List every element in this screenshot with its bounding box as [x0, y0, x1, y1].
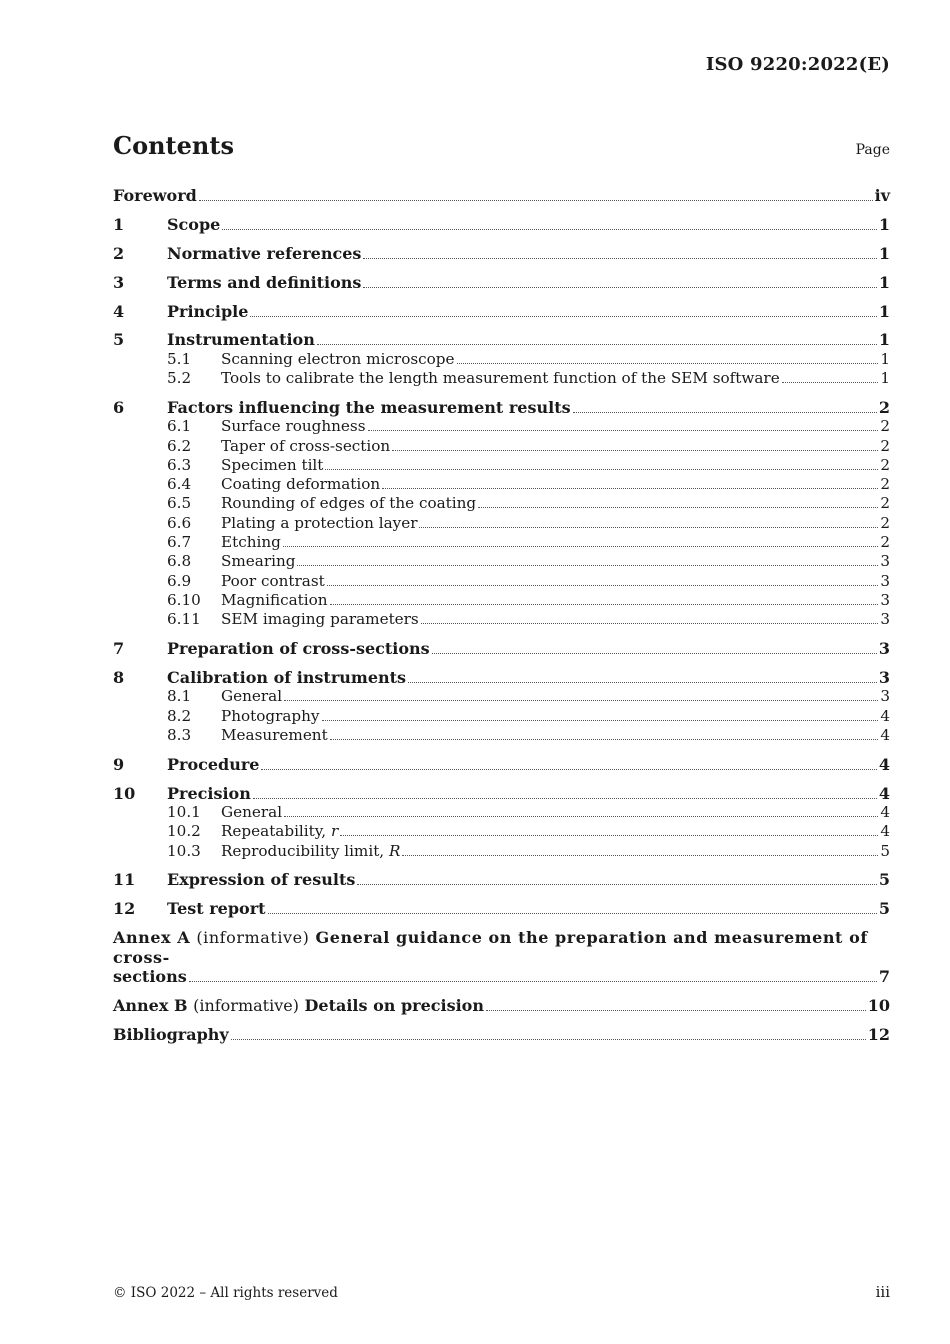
contents-heading: Contents — [113, 131, 234, 160]
entry-page-number: 1 — [878, 214, 890, 234]
toc-entry-subclause[interactable] — [113, 707, 890, 726]
toc-entry-clause[interactable] — [113, 302, 890, 321]
clause-number: 1 — [113, 214, 125, 234]
leader-dots — [317, 344, 877, 345]
annex-b-title-group — [113, 996, 484, 1015]
entry-title-group — [167, 755, 259, 774]
entry-title-group — [221, 417, 366, 436]
entry-page-number: 1 — [878, 272, 890, 292]
leader-dots — [357, 884, 877, 885]
leader-dots — [222, 229, 877, 230]
copyright-notice: © ISO 2022 – All rights reserved — [113, 1285, 338, 1301]
subclause-number: 6.10 — [167, 590, 201, 609]
leader-dots — [408, 682, 877, 683]
entry-title-group — [167, 784, 251, 803]
leader-dots — [284, 816, 878, 817]
toc-entry-subclause[interactable] — [113, 822, 890, 841]
entry-title: Taper of cross-section — [221, 436, 391, 455]
subclause-number: 6.8 — [167, 552, 192, 571]
leader-dots — [486, 1010, 866, 1011]
bibliography-page: 12 — [867, 1024, 890, 1044]
entry-title-group — [167, 215, 220, 234]
toc-entry-clause[interactable] — [113, 398, 890, 417]
toc-entry-subclause[interactable] — [113, 475, 890, 494]
subclause-number: 6.5 — [167, 494, 192, 513]
annex-a-title-line1: General guidance on the preparation and measurement of cross- — [113, 928, 868, 967]
toc-entry-subclause[interactable] — [113, 456, 890, 475]
entry-page-number: 5 — [878, 899, 890, 919]
clause-number: 4 — [113, 301, 125, 321]
entry-page-number: 4 — [880, 802, 890, 821]
leader-dots — [363, 287, 876, 288]
leader-dots — [392, 450, 878, 451]
leader-dots — [261, 769, 876, 770]
entry-title-group — [113, 186, 197, 205]
leader-dots — [199, 200, 873, 201]
toc-entry-annex-a[interactable] — [113, 928, 890, 986]
leader-dots — [419, 527, 878, 528]
entry-title-group — [221, 572, 325, 591]
entry-title-group — [221, 552, 295, 571]
leader-dots — [421, 623, 879, 624]
entry-page-number: 4 — [880, 706, 890, 725]
entry-page-number: 2 — [880, 475, 890, 494]
entry-title-group — [221, 726, 328, 745]
clause-number: 10 — [113, 783, 136, 803]
standard-identifier: ISO 9220:2022(E) — [705, 54, 890, 75]
entry-page-number: 2 — [878, 397, 890, 417]
entry-title-group — [221, 803, 282, 822]
entry-title: Precision — [167, 783, 251, 803]
entry-page-number: 4 — [880, 822, 890, 841]
entry-page-number: 3 — [880, 610, 890, 629]
leader-dots — [189, 981, 877, 982]
entry-title-symbol: R — [388, 841, 401, 860]
entry-title-group — [167, 639, 430, 658]
entry-page-number: 4 — [880, 725, 890, 744]
entry-title-group — [167, 330, 315, 349]
subclause-number: 8.1 — [167, 687, 192, 706]
entry-title: Terms and definitions — [167, 272, 362, 292]
entry-title: Foreword — [113, 186, 197, 205]
leader-dots — [457, 363, 879, 364]
leader-dots — [327, 585, 879, 586]
annex-a-informative: (informative) — [196, 928, 310, 948]
entry-page-number: 1 — [880, 369, 890, 388]
entry-title-group — [167, 668, 406, 687]
entry-title-group — [221, 437, 390, 456]
bibliography-title: Bibliography — [113, 1024, 229, 1044]
toc-entry-clause[interactable] — [113, 784, 890, 803]
annex-a-label: Annex A — [113, 928, 191, 948]
subclause-number: 6.7 — [167, 533, 192, 552]
annex-a-page: 7 — [878, 966, 890, 986]
entry-page-number: 2 — [880, 417, 890, 436]
toc-entry-subclause[interactable] — [113, 610, 890, 629]
toc-entry-subclause[interactable] — [113, 437, 890, 456]
leader-dots — [330, 604, 879, 605]
entry-title-group — [221, 822, 338, 841]
subclause-number: 8.3 — [167, 725, 192, 744]
entry-page-number: 3 — [878, 639, 890, 659]
leader-dots — [402, 855, 878, 856]
clause-number: 11 — [113, 870, 136, 890]
entry-title: Reproducibility limit, — [221, 841, 389, 860]
clause-number: 2 — [113, 243, 125, 263]
entry-title-group — [221, 707, 320, 726]
entry-title: General — [221, 802, 283, 821]
entry-page-number: 1 — [878, 243, 890, 263]
annex-b-page: 10 — [867, 995, 890, 1015]
entry-page-number: 2 — [880, 494, 890, 513]
entry-title: Factors influencing the measurement results — [167, 397, 571, 417]
leader-dots — [325, 469, 878, 470]
annex-a-line-2 — [113, 967, 890, 986]
table-of-contents — [113, 186, 890, 1044]
leader-dots — [284, 700, 878, 701]
toc-entry-clause[interactable] — [113, 639, 890, 658]
entry-title: Principle — [167, 301, 249, 321]
toc-entry-subclause[interactable] — [113, 369, 890, 388]
entry-page-number: iv — [874, 186, 890, 205]
entry-title: Scanning electron microscope — [221, 349, 455, 368]
leader-dots — [231, 1039, 866, 1040]
toc-entry-clause[interactable] — [113, 273, 890, 292]
leader-dots — [782, 382, 879, 383]
leader-dots — [340, 835, 878, 836]
leader-dots — [297, 565, 878, 566]
subclause-number: 6.11 — [167, 610, 201, 629]
subclause-number: 6.6 — [167, 513, 192, 532]
entry-page-number: 3 — [878, 667, 890, 687]
subclause-number: 6.3 — [167, 455, 192, 474]
toc-entry-subclause[interactable] — [113, 494, 890, 513]
entry-title-group — [221, 369, 780, 388]
leader-dots — [283, 546, 878, 547]
annex-a-line-1 — [113, 928, 890, 967]
entry-title: Surface roughness — [221, 417, 366, 436]
toc-entry-subclause[interactable] — [113, 591, 890, 610]
toc-entry-subclause[interactable] — [113, 572, 890, 591]
entry-title: Etching — [221, 533, 281, 552]
leader-dots — [250, 316, 876, 317]
toc-entry-clause[interactable] — [113, 870, 890, 889]
entry-title-group — [221, 514, 417, 533]
entry-page-number: 3 — [880, 590, 890, 609]
toc-entries — [113, 186, 890, 919]
toc-entry-bibliography[interactable] — [113, 1025, 890, 1044]
entry-page-number: 3 — [880, 687, 890, 706]
entry-page-number: 3 — [880, 552, 890, 571]
leader-dots — [478, 507, 878, 508]
subclause-number: 8.2 — [167, 706, 192, 725]
toc-entry-annex-b[interactable] — [113, 996, 890, 1015]
entry-title-group — [221, 687, 282, 706]
entry-title: Calibration of instruments — [167, 667, 407, 687]
entry-title: Tools to calibrate the length measurement function of the SEM software — [221, 369, 780, 388]
entry-title-group — [221, 475, 380, 494]
entry-title: Test report — [167, 899, 266, 919]
entry-title-group — [221, 456, 323, 475]
leader-dots — [330, 739, 879, 740]
annex-b-informative: (informative) — [193, 995, 299, 1015]
toc-entry-subclause[interactable] — [113, 533, 890, 552]
entry-title-group — [167, 398, 571, 417]
leader-dots — [363, 258, 876, 259]
entry-title: General — [221, 687, 283, 706]
entry-title-group — [167, 302, 248, 321]
subclause-number: 5.2 — [167, 369, 192, 388]
entry-title: Plating a protection layer — [221, 513, 418, 532]
entry-title: Magnification — [221, 590, 328, 609]
entry-title-group — [221, 610, 419, 629]
page-column-label: Page — [855, 142, 890, 158]
entry-title-group — [221, 842, 400, 861]
clause-number: 3 — [113, 272, 125, 292]
toc-entry-subclause[interactable] — [113, 350, 890, 369]
entry-page-number: 1 — [878, 330, 890, 350]
clause-number: 12 — [113, 899, 136, 919]
entry-title: Photography — [221, 706, 320, 725]
subclause-number: 5.1 — [167, 349, 192, 368]
toc-entry-subclause[interactable] — [113, 842, 890, 861]
entry-title-group — [221, 533, 281, 552]
clause-number: 7 — [113, 639, 125, 659]
toc-entry-subclause[interactable] — [113, 552, 890, 571]
toc-entry-clause[interactable] — [113, 668, 890, 687]
entry-page-number: 1 — [880, 349, 890, 368]
entry-page-number: 5 — [880, 841, 890, 860]
entry-page-number: 2 — [880, 436, 890, 455]
entry-title-group — [221, 591, 328, 610]
entry-title-group — [167, 899, 266, 918]
leader-dots — [253, 798, 877, 799]
clause-number: 8 — [113, 667, 125, 687]
entry-title: Poor contrast — [221, 571, 325, 590]
toc-entry-clause[interactable] — [113, 755, 890, 774]
entry-title: Normative references — [167, 243, 362, 263]
subclause-number: 6.2 — [167, 436, 192, 455]
entry-title-group — [167, 244, 361, 263]
clause-number: 9 — [113, 754, 125, 774]
entry-page-number: 5 — [878, 870, 890, 890]
annex-a-title-line2: sections — [113, 966, 187, 986]
entry-title: Rounding of edges of the coating — [221, 494, 477, 513]
leader-dots — [382, 488, 878, 489]
entry-title: Smearing — [221, 552, 296, 571]
entry-title: Procedure — [167, 754, 260, 774]
subclause-number: 10.2 — [167, 822, 201, 841]
toc-entry-subclause[interactable] — [113, 726, 890, 745]
toc-entry-clause[interactable] — [113, 215, 890, 234]
toc-entry-clause[interactable] — [113, 899, 890, 918]
subclause-number: 6.4 — [167, 475, 192, 494]
entry-title: Specimen tilt — [221, 455, 324, 474]
entry-title: Preparation of cross-sections — [167, 639, 430, 659]
entry-title-group — [167, 870, 355, 889]
subclause-number: 10.1 — [167, 802, 201, 821]
annex-b-label: Annex B — [113, 995, 188, 1015]
entry-title: Coating deformation — [221, 475, 381, 494]
toc-entry-subclause[interactable] — [113, 803, 890, 822]
leader-dots — [368, 430, 879, 431]
subclause-number: 6.9 — [167, 571, 192, 590]
page-number: iii — [875, 1283, 890, 1301]
entry-title-group — [167, 273, 361, 292]
entry-title: Measurement — [221, 725, 328, 744]
toc-entry-clause[interactable] — [113, 186, 890, 205]
subclause-number: 10.3 — [167, 841, 201, 860]
entry-page-number: 3 — [880, 571, 890, 590]
toc-entry-clause[interactable] — [113, 244, 890, 263]
entry-title-group — [221, 494, 476, 513]
leader-dots — [268, 913, 877, 914]
leader-dots — [573, 412, 877, 413]
entry-page-number: 2 — [880, 513, 890, 532]
toc-entry-clause[interactable] — [113, 330, 890, 349]
subclause-number: 6.1 — [167, 417, 192, 436]
entry-title: SEM imaging parameters — [221, 610, 419, 629]
clause-number: 5 — [113, 330, 125, 350]
entry-page-number: 4 — [878, 783, 890, 803]
entry-page-number: 4 — [878, 754, 890, 774]
toc-entry-subclause[interactable] — [113, 417, 890, 436]
toc-entry-subclause[interactable] — [113, 687, 890, 706]
entry-title-symbol: r — [330, 822, 339, 841]
entry-title: Scope — [167, 214, 221, 234]
entry-title-group — [221, 350, 455, 369]
entry-title: Instrumentation — [167, 330, 315, 350]
clause-number: 6 — [113, 397, 125, 417]
entry-title: Repeatability, — [221, 822, 331, 841]
leader-dots — [432, 653, 877, 654]
entry-page-number: 2 — [880, 455, 890, 474]
annex-b-title: Details on precision — [304, 995, 484, 1015]
entry-title: Expression of results — [167, 870, 356, 890]
toc-entry-subclause[interactable] — [113, 514, 890, 533]
leader-dots — [322, 720, 879, 721]
entry-page-number: 1 — [878, 301, 890, 321]
entry-page-number: 2 — [880, 533, 890, 552]
